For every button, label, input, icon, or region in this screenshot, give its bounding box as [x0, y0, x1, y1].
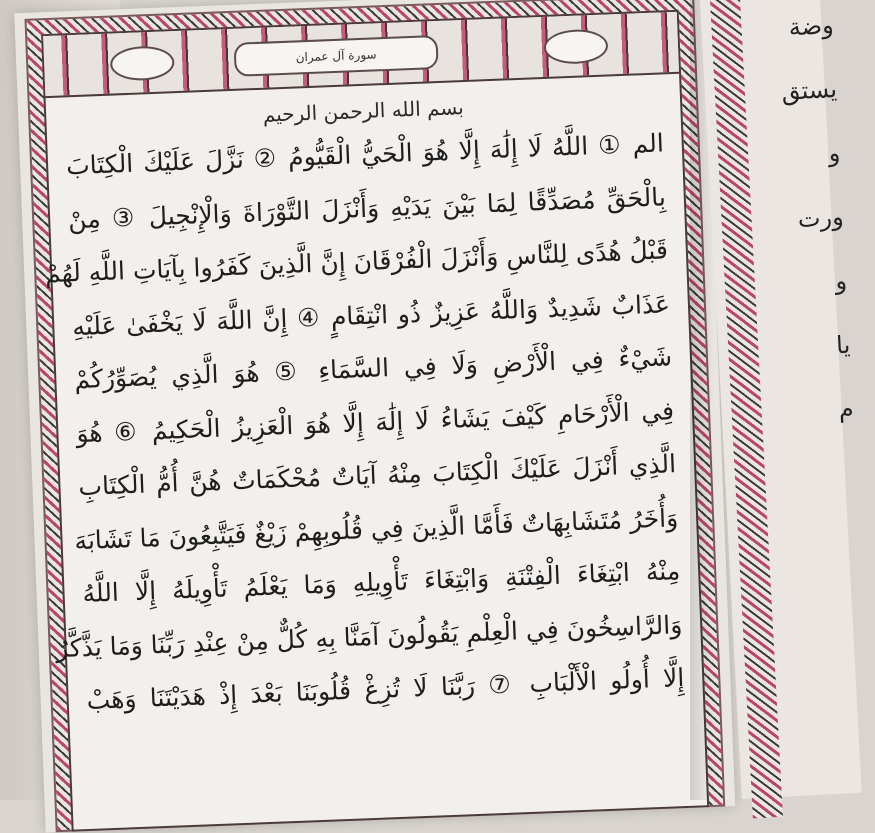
right-cartouche: [543, 28, 608, 64]
text-line: مِنْهُ ابْتِغَاءَ الْفِتْنَةِ وَابْتِغَاءَ تَأْوِيلِهِ وَمَا يَعْلَمُ تَأْوِيلَهُ إِلَّا اللَّهُ: [82, 556, 681, 609]
text-line: قَبْلُ هُدًى لِلنَّاسِ وَأَنْزَلَ الْفُرْقَانَ إِنَّ الَّذِينَ كَفَرُوا بِآيَاتِ اللَّهِ لَهُمْ: [44, 235, 669, 289]
right-text-fragment: ورت: [797, 202, 845, 234]
left-cartouche: [110, 45, 175, 81]
page-text-frame: [41, 10, 709, 832]
right-text-fragment: م: [838, 394, 855, 424]
right-text-fragment: يستق: [780, 74, 838, 106]
quran-text-block: [44, 82, 685, 727]
surah-title-cartouche: سورة آل عمران: [234, 35, 439, 77]
basmala: بسم الله الرحمن الرحيم: [262, 95, 465, 127]
right-text-fragment: يا: [835, 330, 851, 360]
text-line: شَيْءٌ فِي الْأَرْضِ وَلَا فِي السَّمَاءِ ⑤ هُوَ الَّذِي يُصَوِّرُكُمْ: [73, 342, 673, 395]
text-line: بِالْحَقِّ مُصَدِّقًا لِمَا بَيْنَ يَدَيْهِ وَأَنْزَلَ التَّوْرَاةَ وَالْإِنْجِيلَ ③ مِنْ: [67, 181, 667, 234]
right-text-fragment: وضة: [787, 11, 835, 42]
text-line: وَأُخَرُ مُتَشَابِهَاتٌ فَأَمَّا الَّذِينَ فِي قُلُوبِهِمْ زَيْغٌ فَيَتَّبِعُونَ مَا تَشَابَهَ: [73, 502, 679, 555]
text-line: الَّذِي أَنْزَلَ عَلَيْكَ الْكِتَابَ مِنْهُ آيَاتٌ مُحْكَمَاتٌ هُنَّ أُمُّ الْكِتَابِ: [77, 449, 677, 502]
text-line: فِي الْأَرْحَامِ كَيْفَ يَشَاءُ لَا إِلَٰهَ إِلَّا هُوَ الْعَزِيزُ الْحَكِيمُ ⑥ هُوَ: [75, 395, 675, 448]
right-text-fragment: و: [827, 138, 841, 168]
text-line: إِلَّا أُولُو الْأَلْبَابِ ⑦ رَبَّنَا لَا تُزِغْ قُلُوبَنَا بَعْدَ إِذْ هَدَيْتَنَا وَهَبْ: [86, 663, 685, 715]
text-line: عَذَابٌ شَدِيدٌ وَاللَّهُ عَزِيزٌ ذُو انْتِقَامٍ ④ إِنَّ اللَّهَ لَا يَخْفَىٰ عَلَيْهِ: [71, 288, 671, 341]
left-page: [14, 0, 735, 833]
right-text-fragment: و: [834, 266, 848, 296]
right-page-text: [752, 0, 855, 445]
text-line: الم ① اللَّهُ لَا إِلَٰهَ إِلَّا هُوَ الْحَيُّ الْقَيُّومُ ② نَزَّلَ عَلَيْكَ الْكِتَابَ: [65, 128, 665, 181]
text-line: وَالرَّاسِخُونَ فِي الْعِلْمِ يَقُولُونَ آمَنَّا بِهِ كُلٌّ مِنْ عِنْدِ رَبِّنَا وَمَا يَذَّكَّرُ: [55, 609, 683, 663]
